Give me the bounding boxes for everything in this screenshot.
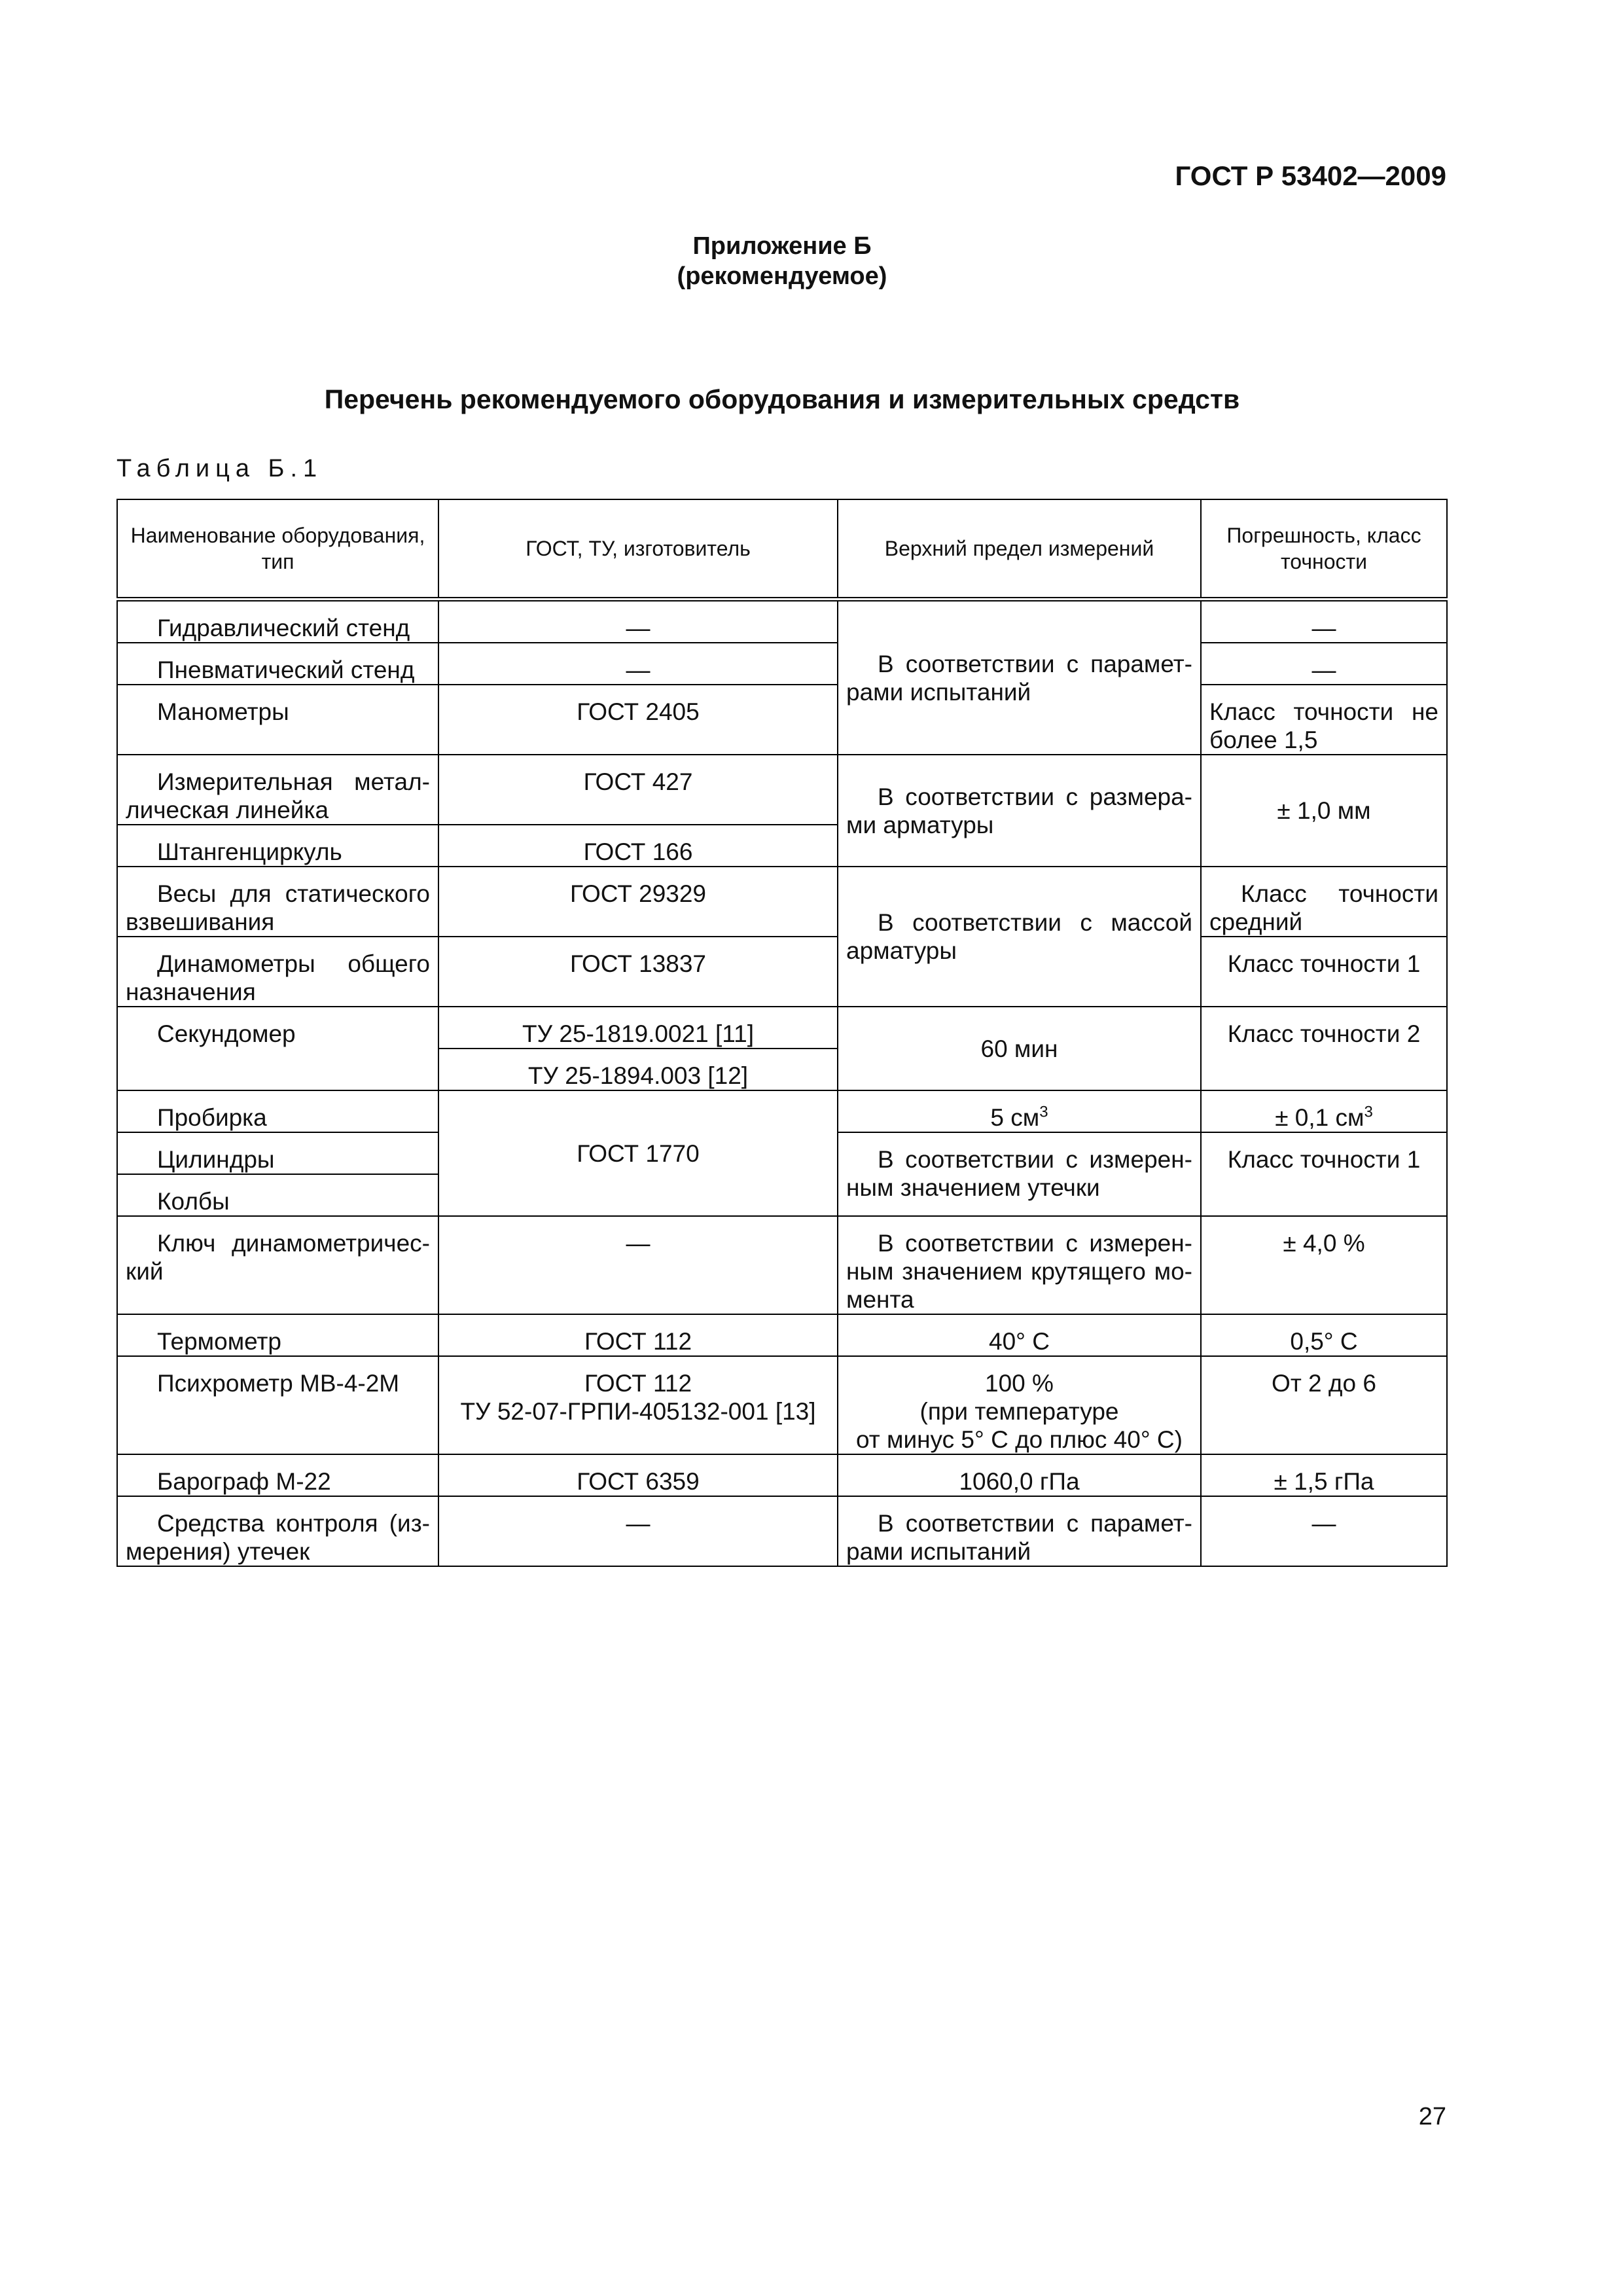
appendix-subtitle: (рекомендуемое): [677, 262, 887, 290]
cell-name: Психрометр МВ-4-2М: [117, 1356, 438, 1454]
table-row: [117, 937, 1447, 1007]
cell-standard: ТУ 25-1819.0021 [11]: [438, 1007, 838, 1049]
cell-standard: ГОСТ 2405: [438, 685, 838, 755]
cell-accuracy: Класс точности средний: [1201, 867, 1447, 937]
cell-upper-limit: 1060,0 гПа: [838, 1454, 1201, 1496]
cell-accuracy: —: [1201, 600, 1447, 643]
equipment-table: [116, 499, 1448, 1567]
table-row: [117, 1314, 1447, 1356]
cell-name: Пневматический стенд: [117, 643, 438, 685]
cell-standard: ГОСТ 29329: [438, 867, 838, 937]
table-row: [117, 643, 1447, 685]
cell-accuracy: Класс точности 1: [1201, 937, 1447, 1007]
cell-standard: ТУ 25-1894.003 [12]: [438, 1049, 838, 1090]
cell-accuracy: —: [1201, 1496, 1447, 1566]
cell-upper-limit: В соответствии с параметрами испытаний: [838, 600, 1201, 755]
cell-upper-limit: [838, 1090, 1201, 1132]
cell-accuracy: —: [1201, 643, 1447, 685]
table-row: [117, 1216, 1447, 1314]
cell-name: Секундомер: [117, 1007, 438, 1090]
cell-name: Манометры: [117, 685, 438, 755]
document-code: ГОСТ Р 53402—2009: [1175, 160, 1446, 191]
table-row: [117, 1356, 1447, 1454]
column-header-name: Наименование оборудования, тип: [117, 499, 438, 600]
cell-name: Весы для статического взвешивания: [117, 867, 438, 937]
cell-name: Измерительная металлическая линейка: [117, 755, 438, 825]
cell-upper-limit: В соответствии с массой арматуры: [838, 867, 1201, 1007]
cell-accuracy: ± 4,0 %: [1201, 1216, 1447, 1314]
cell-upper-limit: В соответствии с параметрами испытаний: [838, 1496, 1201, 1566]
table-row: [117, 1007, 1447, 1049]
cell-standard: —: [438, 1496, 838, 1566]
cell-name: Ключ динамометрический: [117, 1216, 438, 1314]
volume-value: 5 см: [990, 1104, 1040, 1131]
cell-name: Барограф М-22: [117, 1454, 438, 1496]
cell-accuracy: Класс точности не более 1,5: [1201, 685, 1447, 755]
column-header-upper-limit: Верхний предел измерений: [838, 499, 1201, 600]
limit-line-1: 100 %: [985, 1370, 1054, 1397]
cell-accuracy: От 2 до 6: [1201, 1356, 1447, 1454]
cell-accuracy: 0,5° С: [1201, 1314, 1447, 1356]
cell-upper-limit: 60 мин: [838, 1007, 1201, 1090]
cell-upper-limit: В соответствии с измеренным значением крутящего момента: [838, 1216, 1201, 1314]
cell-accuracy: Класс точности 2: [1201, 1007, 1447, 1090]
table-row: [117, 1496, 1447, 1566]
cell-accuracy: [1201, 1090, 1447, 1132]
cell-standard: ГОСТ 112: [438, 1314, 838, 1356]
table-row: [117, 600, 1447, 643]
table-row: [117, 867, 1447, 937]
table-row: [117, 1090, 1447, 1132]
cell-standard: ГОСТ 6359: [438, 1454, 838, 1496]
cell-name: Динамометры общего назначения: [117, 937, 438, 1007]
column-header-accuracy: Погрешность, класс точности: [1201, 499, 1447, 600]
cell-standard: ГОСТ 13837: [438, 937, 838, 1007]
cell-name: Цилиндры: [117, 1132, 438, 1174]
limit-line-2: (при температуре: [919, 1398, 1119, 1425]
cell-standard: ГОСТ 1770: [438, 1090, 838, 1216]
page-number: 27: [1418, 2103, 1446, 2130]
appendix-title: Приложение Б: [692, 232, 872, 260]
cell-name: Пробирка: [117, 1090, 438, 1132]
column-header-standard: ГОСТ, ТУ, изготовитель: [438, 499, 838, 600]
cell-standard: ГОСТ 166: [438, 825, 838, 867]
cell-upper-limit: [838, 1356, 1201, 1454]
cell-name: Колбы: [117, 1174, 438, 1216]
cell-accuracy: Класс точности 1: [1201, 1132, 1447, 1216]
table-header-row: [117, 499, 1447, 600]
cell-standard: —: [438, 600, 838, 643]
cell-name: Штангенциркуль: [117, 825, 438, 867]
cell-standard: ГОСТ 427: [438, 755, 838, 825]
cell-standard: —: [438, 643, 838, 685]
cell-standard: —: [438, 1216, 838, 1314]
cell-upper-limit: В соответствии с размерами арматуры: [838, 755, 1201, 867]
superscript-three: 3: [1364, 1103, 1373, 1121]
cell-upper-limit: В соответствии с измеренным значением утечки: [838, 1132, 1201, 1216]
table-row: [117, 1454, 1447, 1496]
table-row: [117, 685, 1447, 755]
cell-standard: [438, 1356, 838, 1454]
tolerance-value: ± 0,1 см: [1275, 1104, 1364, 1131]
table-label: Таблица Б.1: [116, 455, 323, 482]
cell-name: Термометр: [117, 1314, 438, 1356]
cell-upper-limit: 40° С: [838, 1314, 1201, 1356]
cell-name: Гидравлический стенд: [117, 600, 438, 643]
limit-line-3: от минус 5° С до плюс 40° С): [856, 1426, 1183, 1453]
standard-line-2: ТУ 52-07-ГРПИ-405132-001 [13]: [460, 1398, 816, 1425]
section-heading: Перечень рекомендуемого оборудования и измерительных средств: [324, 384, 1240, 414]
table-row: [117, 755, 1447, 825]
cell-accuracy: ± 1,5 гПа: [1201, 1454, 1447, 1496]
superscript-three: 3: [1039, 1103, 1048, 1121]
standard-line-1: ГОСТ 112: [584, 1370, 692, 1397]
cell-name: Средства контроля (измерения) утечек: [117, 1496, 438, 1566]
cell-accuracy: ± 1,0 мм: [1201, 755, 1447, 867]
